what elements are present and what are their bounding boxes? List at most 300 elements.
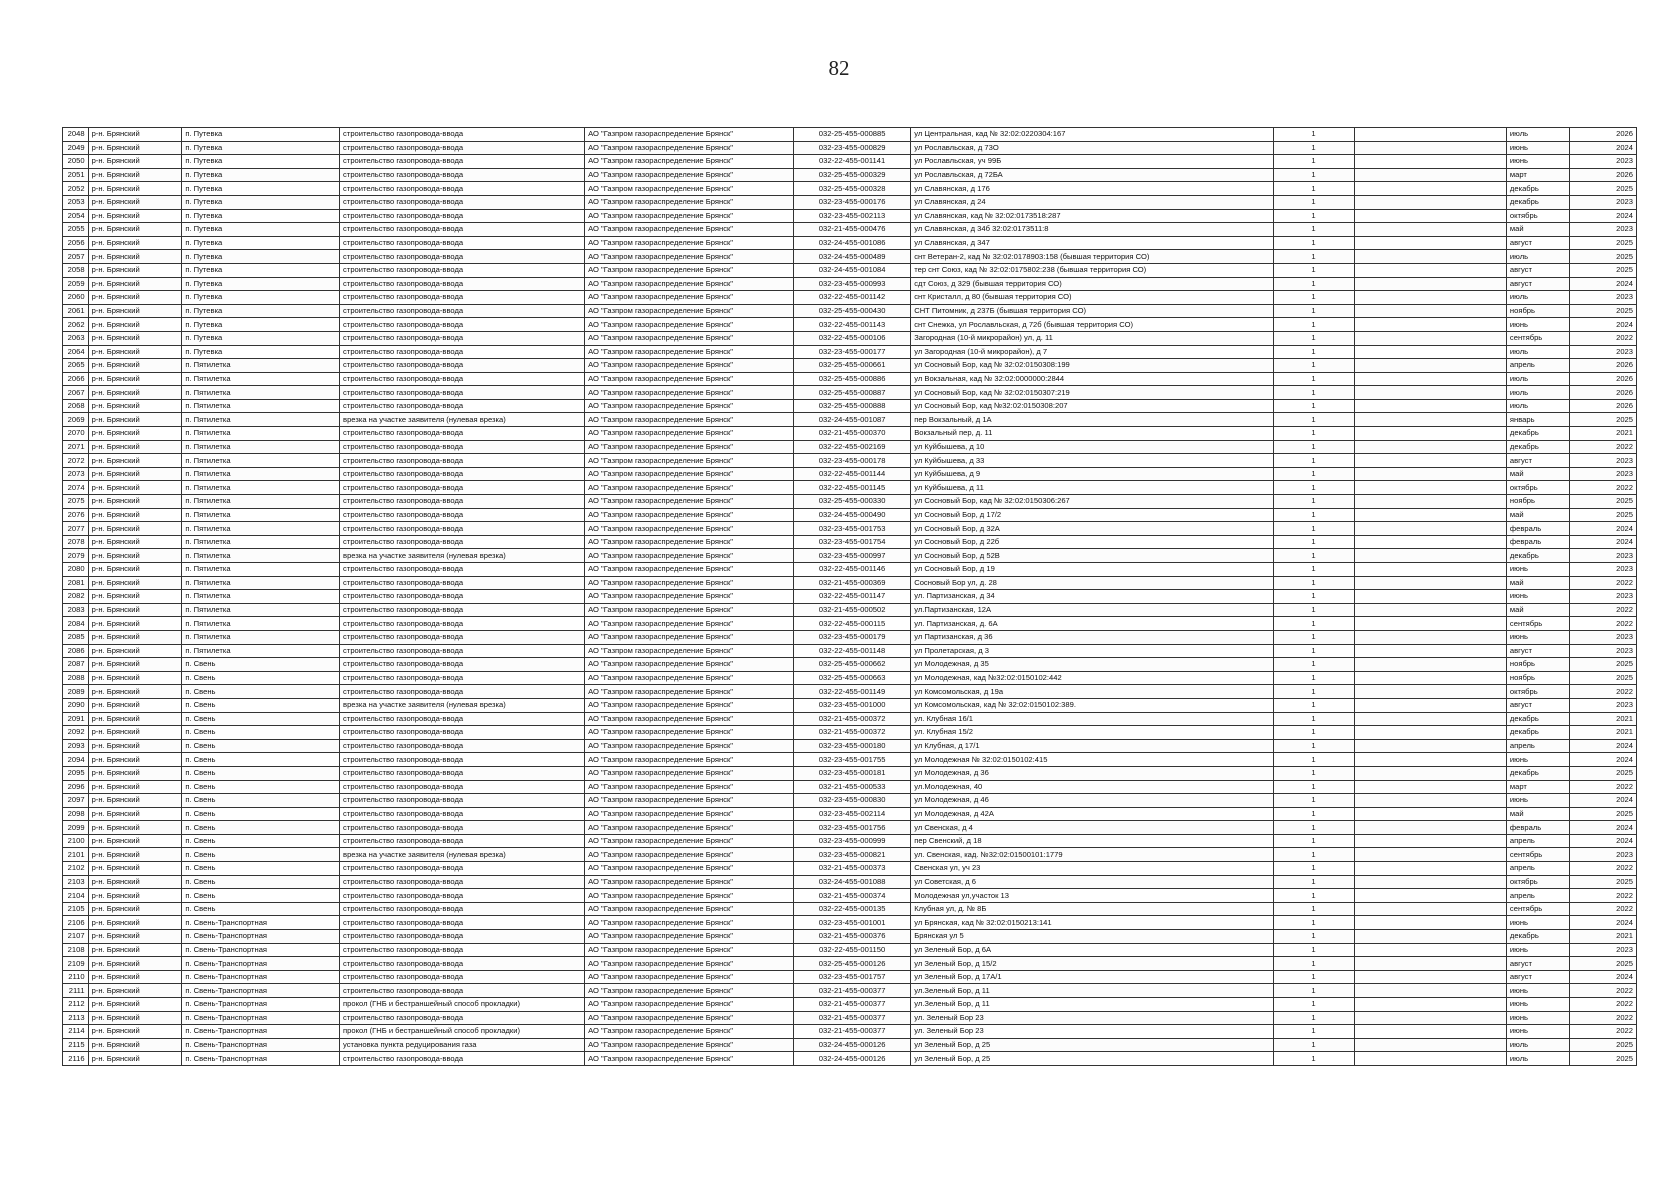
- application-code-cell: 032-21-455-000370: [794, 427, 911, 441]
- organization-cell: АО "Газпром газораспределение Брянск": [585, 236, 794, 250]
- application-code-cell: 032-21-455-000377: [794, 984, 911, 998]
- district-cell: р-н. Брянский: [88, 331, 182, 345]
- settlement-cell: п. Свень: [182, 671, 340, 685]
- month-cell: февраль: [1506, 535, 1569, 549]
- organization-cell: АО "Газпром газораспределение Брянск": [585, 943, 794, 957]
- table-row: [63, 848, 1637, 862]
- month-cell: июнь: [1506, 943, 1569, 957]
- year-cell: 2023: [1569, 698, 1636, 712]
- row-number-cell: 2069: [63, 413, 89, 427]
- year-cell: 2024: [1569, 277, 1636, 291]
- work-type-cell: прокол (ГНБ и бестраншейный способ прокладки): [340, 1025, 585, 1039]
- settlement-cell: п. Пятилетка: [182, 386, 340, 400]
- year-cell: 2023: [1569, 644, 1636, 658]
- table-row: [63, 141, 1637, 155]
- year-cell: 2025: [1569, 495, 1636, 509]
- table-row: [63, 427, 1637, 441]
- work-type-cell: строительство газопровода-ввода: [340, 522, 585, 536]
- district-cell: р-н. Брянский: [88, 590, 182, 604]
- settlement-cell: п. Пятилетка: [182, 427, 340, 441]
- row-number-cell: 2098: [63, 807, 89, 821]
- empty-cell: [1354, 277, 1506, 291]
- row-number-cell: 2101: [63, 848, 89, 862]
- year-cell: 2023: [1569, 155, 1636, 169]
- quantity-cell: 1: [1273, 195, 1354, 209]
- month-cell: декабрь: [1506, 427, 1569, 441]
- work-type-cell: строительство газопровода-ввода: [340, 372, 585, 386]
- organization-cell: АО "Газпром газораспределение Брянск": [585, 766, 794, 780]
- year-cell: 2025: [1569, 304, 1636, 318]
- address-cell: ул Рославльская, д 72БА: [911, 168, 1273, 182]
- quantity-cell: 1: [1273, 182, 1354, 196]
- settlement-cell: п. Путевка: [182, 128, 340, 142]
- organization-cell: АО "Газпром газораспределение Брянск": [585, 984, 794, 998]
- row-number-cell: 2102: [63, 862, 89, 876]
- district-cell: р-н. Брянский: [88, 930, 182, 944]
- address-cell: ул Зеленый Бор, д 15/2: [911, 957, 1273, 971]
- application-code-cell: 032-21-455-000372: [794, 712, 911, 726]
- district-cell: р-н. Брянский: [88, 902, 182, 916]
- organization-cell: АО "Газпром газораспределение Брянск": [585, 495, 794, 509]
- row-number-cell: 2093: [63, 739, 89, 753]
- district-cell: р-н. Брянский: [88, 549, 182, 563]
- table-row: [63, 345, 1637, 359]
- settlement-cell: п. Пятилетка: [182, 467, 340, 481]
- table-row: [63, 1038, 1637, 1052]
- empty-cell: [1354, 943, 1506, 957]
- address-cell: ул. Партизанская, д. 6А: [911, 617, 1273, 631]
- district-cell: р-н. Брянский: [88, 834, 182, 848]
- work-type-cell: строительство газопровода-ввода: [340, 291, 585, 305]
- row-number-cell: 2063: [63, 331, 89, 345]
- application-code-cell: 032-25-455-000661: [794, 359, 911, 373]
- quantity-cell: 1: [1273, 1011, 1354, 1025]
- address-cell: пер Свенский, д 18: [911, 834, 1273, 848]
- table-row: [63, 943, 1637, 957]
- year-cell: 2021: [1569, 930, 1636, 944]
- empty-cell: [1354, 902, 1506, 916]
- application-code-cell: 032-23-455-002113: [794, 209, 911, 223]
- work-type-cell: строительство газопровода-ввода: [340, 590, 585, 604]
- district-cell: р-н. Брянский: [88, 318, 182, 332]
- application-code-cell: 032-22-455-001149: [794, 685, 911, 699]
- month-cell: июль: [1506, 128, 1569, 142]
- month-cell: июнь: [1506, 794, 1569, 808]
- settlement-cell: п. Свень: [182, 902, 340, 916]
- row-number-cell: 2071: [63, 440, 89, 454]
- month-cell: июнь: [1506, 753, 1569, 767]
- row-number-cell: 2060: [63, 291, 89, 305]
- district-cell: р-н. Брянский: [88, 182, 182, 196]
- month-cell: октябрь: [1506, 875, 1569, 889]
- address-cell: ул Славянская, д 24: [911, 195, 1273, 209]
- organization-cell: АО "Газпром газораспределение Брянск": [585, 522, 794, 536]
- work-type-cell: строительство газопровода-ввода: [340, 821, 585, 835]
- month-cell: сентябрь: [1506, 331, 1569, 345]
- table-row: [63, 916, 1637, 930]
- work-type-cell: строительство газопровода-ввода: [340, 481, 585, 495]
- table-row: [63, 658, 1637, 672]
- application-code-cell: 032-25-455-000663: [794, 671, 911, 685]
- row-number-cell: 2111: [63, 984, 89, 998]
- page-number: 82: [828, 56, 850, 80]
- district-cell: р-н. Брянский: [88, 195, 182, 209]
- year-cell: 2025: [1569, 508, 1636, 522]
- district-cell: р-н. Брянский: [88, 277, 182, 291]
- district-cell: р-н. Брянский: [88, 862, 182, 876]
- application-code-cell: 032-21-455-000373: [794, 862, 911, 876]
- table-row: [63, 549, 1637, 563]
- application-code-cell: 032-25-455-000430: [794, 304, 911, 318]
- quantity-cell: 1: [1273, 671, 1354, 685]
- address-cell: ул Сосновый Бор, д 22б: [911, 535, 1273, 549]
- address-cell: ул Зеленый Бор, д 25: [911, 1052, 1273, 1066]
- table-row: [63, 1052, 1637, 1066]
- month-cell: июль: [1506, 386, 1569, 400]
- organization-cell: АО "Газпром газораспределение Брянск": [585, 807, 794, 821]
- work-type-cell: врезка на участке заявителя (нулевая врезка): [340, 698, 585, 712]
- organization-cell: АО "Газпром газораспределение Брянск": [585, 576, 794, 590]
- year-cell: 2024: [1569, 970, 1636, 984]
- year-cell: 2023: [1569, 590, 1636, 604]
- quantity-cell: 1: [1273, 902, 1354, 916]
- address-cell: ул Партизанская, д 36: [911, 630, 1273, 644]
- district-cell: р-н. Брянский: [88, 984, 182, 998]
- table-row: [63, 630, 1637, 644]
- month-cell: май: [1506, 603, 1569, 617]
- empty-cell: [1354, 671, 1506, 685]
- empty-cell: [1354, 984, 1506, 998]
- address-cell: Сосновый Бор ул, д. 28: [911, 576, 1273, 590]
- month-cell: апрель: [1506, 862, 1569, 876]
- organization-cell: АО "Газпром газораспределение Брянск": [585, 1011, 794, 1025]
- row-number-cell: 2049: [63, 141, 89, 155]
- year-cell: 2022: [1569, 862, 1636, 876]
- address-cell: Молодежная ул,участок 13: [911, 889, 1273, 903]
- empty-cell: [1354, 766, 1506, 780]
- year-cell: 2023: [1569, 454, 1636, 468]
- district-cell: р-н. Брянский: [88, 223, 182, 237]
- table-row: [63, 889, 1637, 903]
- application-code-cell: 032-25-455-000126: [794, 957, 911, 971]
- row-number-cell: 2105: [63, 902, 89, 916]
- address-cell: ул Зеленый Бор, д 25: [911, 1038, 1273, 1052]
- application-code-cell: 032-23-455-001000: [794, 698, 911, 712]
- district-cell: р-н. Брянский: [88, 726, 182, 740]
- quantity-cell: 1: [1273, 916, 1354, 930]
- organization-cell: АО "Газпром газораспределение Брянск": [585, 970, 794, 984]
- empty-cell: [1354, 291, 1506, 305]
- settlement-cell: п. Пятилетка: [182, 495, 340, 509]
- work-type-cell: строительство газопровода-ввода: [340, 712, 585, 726]
- application-code-cell: 032-23-455-000181: [794, 766, 911, 780]
- empty-cell: [1354, 712, 1506, 726]
- district-cell: р-н. Брянский: [88, 386, 182, 400]
- work-type-cell: строительство газопровода-ввода: [340, 630, 585, 644]
- row-number-cell: 2056: [63, 236, 89, 250]
- work-type-cell: установка пункта редуцирования газа: [340, 1038, 585, 1052]
- row-number-cell: 2067: [63, 386, 89, 400]
- district-cell: р-н. Брянский: [88, 970, 182, 984]
- row-number-cell: 2096: [63, 780, 89, 794]
- organization-cell: АО "Газпром газораспределение Брянск": [585, 168, 794, 182]
- table-row: [63, 970, 1637, 984]
- address-cell: ул Молодежная, д 36: [911, 766, 1273, 780]
- year-cell: 2026: [1569, 399, 1636, 413]
- work-type-cell: строительство газопровода-ввода: [340, 902, 585, 916]
- row-number-cell: 2062: [63, 318, 89, 332]
- quantity-cell: 1: [1273, 522, 1354, 536]
- year-cell: 2025: [1569, 875, 1636, 889]
- empty-cell: [1354, 427, 1506, 441]
- empty-cell: [1354, 603, 1506, 617]
- work-type-cell: строительство газопровода-ввода: [340, 685, 585, 699]
- address-cell: ул Славянская, д 347: [911, 236, 1273, 250]
- settlement-cell: п. Путевка: [182, 223, 340, 237]
- quantity-cell: 1: [1273, 331, 1354, 345]
- year-cell: 2024: [1569, 141, 1636, 155]
- empty-cell: [1354, 644, 1506, 658]
- settlement-cell: п. Пятилетка: [182, 576, 340, 590]
- application-code-cell: 032-23-455-000999: [794, 834, 911, 848]
- empty-cell: [1354, 563, 1506, 577]
- application-code-cell: 032-25-455-000328: [794, 182, 911, 196]
- organization-cell: АО "Газпром газораспределение Брянск": [585, 644, 794, 658]
- organization-cell: АО "Газпром газораспределение Брянск": [585, 386, 794, 400]
- work-type-cell: строительство газопровода-ввода: [340, 943, 585, 957]
- year-cell: 2024: [1569, 834, 1636, 848]
- settlement-cell: п. Свень: [182, 753, 340, 767]
- year-cell: 2023: [1569, 563, 1636, 577]
- row-number-cell: 2082: [63, 590, 89, 604]
- work-type-cell: строительство газопровода-ввода: [340, 250, 585, 264]
- address-cell: пер Вокзальный, д 1А: [911, 413, 1273, 427]
- quantity-cell: 1: [1273, 753, 1354, 767]
- quantity-cell: 1: [1273, 291, 1354, 305]
- row-number-cell: 2080: [63, 563, 89, 577]
- settlement-cell: п. Пятилетка: [182, 563, 340, 577]
- year-cell: 2025: [1569, 766, 1636, 780]
- organization-cell: АО "Газпром газораспределение Брянск": [585, 698, 794, 712]
- table-row: [63, 467, 1637, 481]
- row-number-cell: 2108: [63, 943, 89, 957]
- row-number-cell: 2114: [63, 1025, 89, 1039]
- row-number-cell: 2048: [63, 128, 89, 142]
- district-cell: р-н. Брянский: [88, 250, 182, 264]
- year-cell: 2026: [1569, 386, 1636, 400]
- month-cell: август: [1506, 263, 1569, 277]
- application-code-cell: 032-23-455-001754: [794, 535, 911, 549]
- empty-cell: [1354, 848, 1506, 862]
- district-cell: р-н. Брянский: [88, 875, 182, 889]
- month-cell: май: [1506, 508, 1569, 522]
- month-cell: декабрь: [1506, 766, 1569, 780]
- work-type-cell: строительство газопровода-ввода: [340, 753, 585, 767]
- table-row: [63, 386, 1637, 400]
- district-cell: р-н. Брянский: [88, 644, 182, 658]
- settlement-cell: п. Путевка: [182, 318, 340, 332]
- table-row: [63, 413, 1637, 427]
- settlement-cell: п. Путевка: [182, 209, 340, 223]
- application-code-cell: 032-23-455-002114: [794, 807, 911, 821]
- year-cell: 2026: [1569, 372, 1636, 386]
- empty-cell: [1354, 889, 1506, 903]
- empty-cell: [1354, 508, 1506, 522]
- month-cell: июнь: [1506, 563, 1569, 577]
- empty-cell: [1354, 250, 1506, 264]
- address-cell: ул Рославльская, д 73О: [911, 141, 1273, 155]
- quantity-cell: 1: [1273, 535, 1354, 549]
- month-cell: июнь: [1506, 141, 1569, 155]
- application-code-cell: 032-25-455-000662: [794, 658, 911, 672]
- application-code-cell: 032-23-455-001001: [794, 916, 911, 930]
- empty-cell: [1354, 168, 1506, 182]
- empty-cell: [1354, 331, 1506, 345]
- year-cell: 2024: [1569, 753, 1636, 767]
- application-code-cell: 032-22-455-001141: [794, 155, 911, 169]
- quantity-cell: 1: [1273, 1052, 1354, 1066]
- month-cell: сентябрь: [1506, 848, 1569, 862]
- application-code-cell: 032-25-455-000329: [794, 168, 911, 182]
- organization-cell: АО "Газпром газораспределение Брянск": [585, 481, 794, 495]
- organization-cell: АО "Газпром газораспределение Брянск": [585, 440, 794, 454]
- row-number-cell: 2059: [63, 277, 89, 291]
- application-code-cell: 032-23-455-000829: [794, 141, 911, 155]
- settlement-cell: п. Путевка: [182, 277, 340, 291]
- settlement-cell: п. Свень: [182, 658, 340, 672]
- address-cell: ул Комсомольская, кад № 32:02:0150102:389.: [911, 698, 1273, 712]
- month-cell: декабрь: [1506, 440, 1569, 454]
- quantity-cell: 1: [1273, 481, 1354, 495]
- work-type-cell: строительство газопровода-ввода: [340, 576, 585, 590]
- table-row: [63, 957, 1637, 971]
- work-type-cell: строительство газопровода-ввода: [340, 807, 585, 821]
- empty-cell: [1354, 372, 1506, 386]
- quantity-cell: 1: [1273, 834, 1354, 848]
- work-type-cell: строительство газопровода-ввода: [340, 467, 585, 481]
- application-code-cell: 032-25-455-000888: [794, 399, 911, 413]
- application-code-cell: 032-22-455-002169: [794, 440, 911, 454]
- quantity-cell: 1: [1273, 644, 1354, 658]
- district-cell: р-н. Брянский: [88, 481, 182, 495]
- table-row: [63, 454, 1637, 468]
- district-cell: р-н. Брянский: [88, 712, 182, 726]
- quantity-cell: 1: [1273, 128, 1354, 142]
- settlement-cell: п. Свень: [182, 766, 340, 780]
- quantity-cell: 1: [1273, 495, 1354, 509]
- quantity-cell: 1: [1273, 726, 1354, 740]
- table-row: [63, 834, 1637, 848]
- work-type-cell: строительство газопровода-ввода: [340, 386, 585, 400]
- settlement-cell: п. Пятилетка: [182, 535, 340, 549]
- district-cell: р-н. Брянский: [88, 617, 182, 631]
- address-cell: ул Куйбышева, д 11: [911, 481, 1273, 495]
- address-cell: ул Рославльская, уч 99Б: [911, 155, 1273, 169]
- quantity-cell: 1: [1273, 318, 1354, 332]
- empty-cell: [1354, 590, 1506, 604]
- year-cell: 2023: [1569, 291, 1636, 305]
- table-row: [63, 263, 1637, 277]
- application-code-cell: 032-23-455-000993: [794, 277, 911, 291]
- month-cell: декабрь: [1506, 726, 1569, 740]
- quantity-cell: 1: [1273, 576, 1354, 590]
- application-code-cell: 032-23-455-000179: [794, 630, 911, 644]
- settlement-cell: п. Путевка: [182, 291, 340, 305]
- year-cell: 2024: [1569, 739, 1636, 753]
- empty-cell: [1354, 399, 1506, 413]
- organization-cell: АО "Газпром газораспределение Брянск": [585, 630, 794, 644]
- district-cell: р-н. Брянский: [88, 753, 182, 767]
- application-code-cell: 032-21-455-000377: [794, 1011, 911, 1025]
- quantity-cell: 1: [1273, 930, 1354, 944]
- district-cell: р-н. Брянский: [88, 399, 182, 413]
- month-cell: январь: [1506, 413, 1569, 427]
- application-code-cell: 032-23-455-000176: [794, 195, 911, 209]
- year-cell: 2022: [1569, 617, 1636, 631]
- quantity-cell: 1: [1273, 739, 1354, 753]
- application-code-cell: 032-22-455-001144: [794, 467, 911, 481]
- settlement-cell: п. Свень-Транспортная: [182, 984, 340, 998]
- organization-cell: АО "Газпром газораспределение Брянск": [585, 209, 794, 223]
- table-row: [63, 875, 1637, 889]
- table-row: [63, 617, 1637, 631]
- empty-cell: [1354, 617, 1506, 631]
- work-type-cell: строительство газопровода-ввода: [340, 930, 585, 944]
- address-cell: снт Снежка, ул Рославльская, д 72б (бывшая территория СО): [911, 318, 1273, 332]
- settlement-cell: п. Свень-Транспортная: [182, 943, 340, 957]
- month-cell: май: [1506, 467, 1569, 481]
- organization-cell: АО "Газпром газораспределение Брянск": [585, 658, 794, 672]
- settlement-cell: п. Свень: [182, 739, 340, 753]
- organization-cell: АО "Газпром газораспределение Брянск": [585, 563, 794, 577]
- year-cell: 2025: [1569, 236, 1636, 250]
- month-cell: ноябрь: [1506, 495, 1569, 509]
- application-code-cell: 032-22-455-000106: [794, 331, 911, 345]
- month-cell: ноябрь: [1506, 304, 1569, 318]
- year-cell: 2024: [1569, 209, 1636, 223]
- work-type-cell: строительство газопровода-ввода: [340, 916, 585, 930]
- table-row: [63, 291, 1637, 305]
- organization-cell: АО "Газпром газораспределение Брянск": [585, 726, 794, 740]
- application-code-cell: 032-23-455-000177: [794, 345, 911, 359]
- year-cell: 2025: [1569, 807, 1636, 821]
- year-cell: 2025: [1569, 263, 1636, 277]
- settlement-cell: п. Свень: [182, 712, 340, 726]
- table-row: [63, 780, 1637, 794]
- settlement-cell: п. Свень-Транспортная: [182, 1038, 340, 1052]
- row-number-cell: 2088: [63, 671, 89, 685]
- year-cell: 2024: [1569, 318, 1636, 332]
- settlement-cell: п. Свень-Транспортная: [182, 970, 340, 984]
- empty-cell: [1354, 345, 1506, 359]
- table-row: [63, 1011, 1637, 1025]
- application-code-cell: 032-22-455-001146: [794, 563, 911, 577]
- quantity-cell: 1: [1273, 766, 1354, 780]
- year-cell: 2022: [1569, 1025, 1636, 1039]
- quantity-cell: 1: [1273, 345, 1354, 359]
- month-cell: июнь: [1506, 984, 1569, 998]
- work-type-cell: строительство газопровода-ввода: [340, 195, 585, 209]
- application-code-cell: 032-25-455-000886: [794, 372, 911, 386]
- work-type-cell: строительство газопровода-ввода: [340, 495, 585, 509]
- work-type-cell: строительство газопровода-ввода: [340, 128, 585, 142]
- month-cell: август: [1506, 454, 1569, 468]
- year-cell: 2025: [1569, 957, 1636, 971]
- work-type-cell: строительство газопровода-ввода: [340, 794, 585, 808]
- quantity-cell: 1: [1273, 630, 1354, 644]
- month-cell: декабрь: [1506, 549, 1569, 563]
- application-code-cell: 032-23-455-001757: [794, 970, 911, 984]
